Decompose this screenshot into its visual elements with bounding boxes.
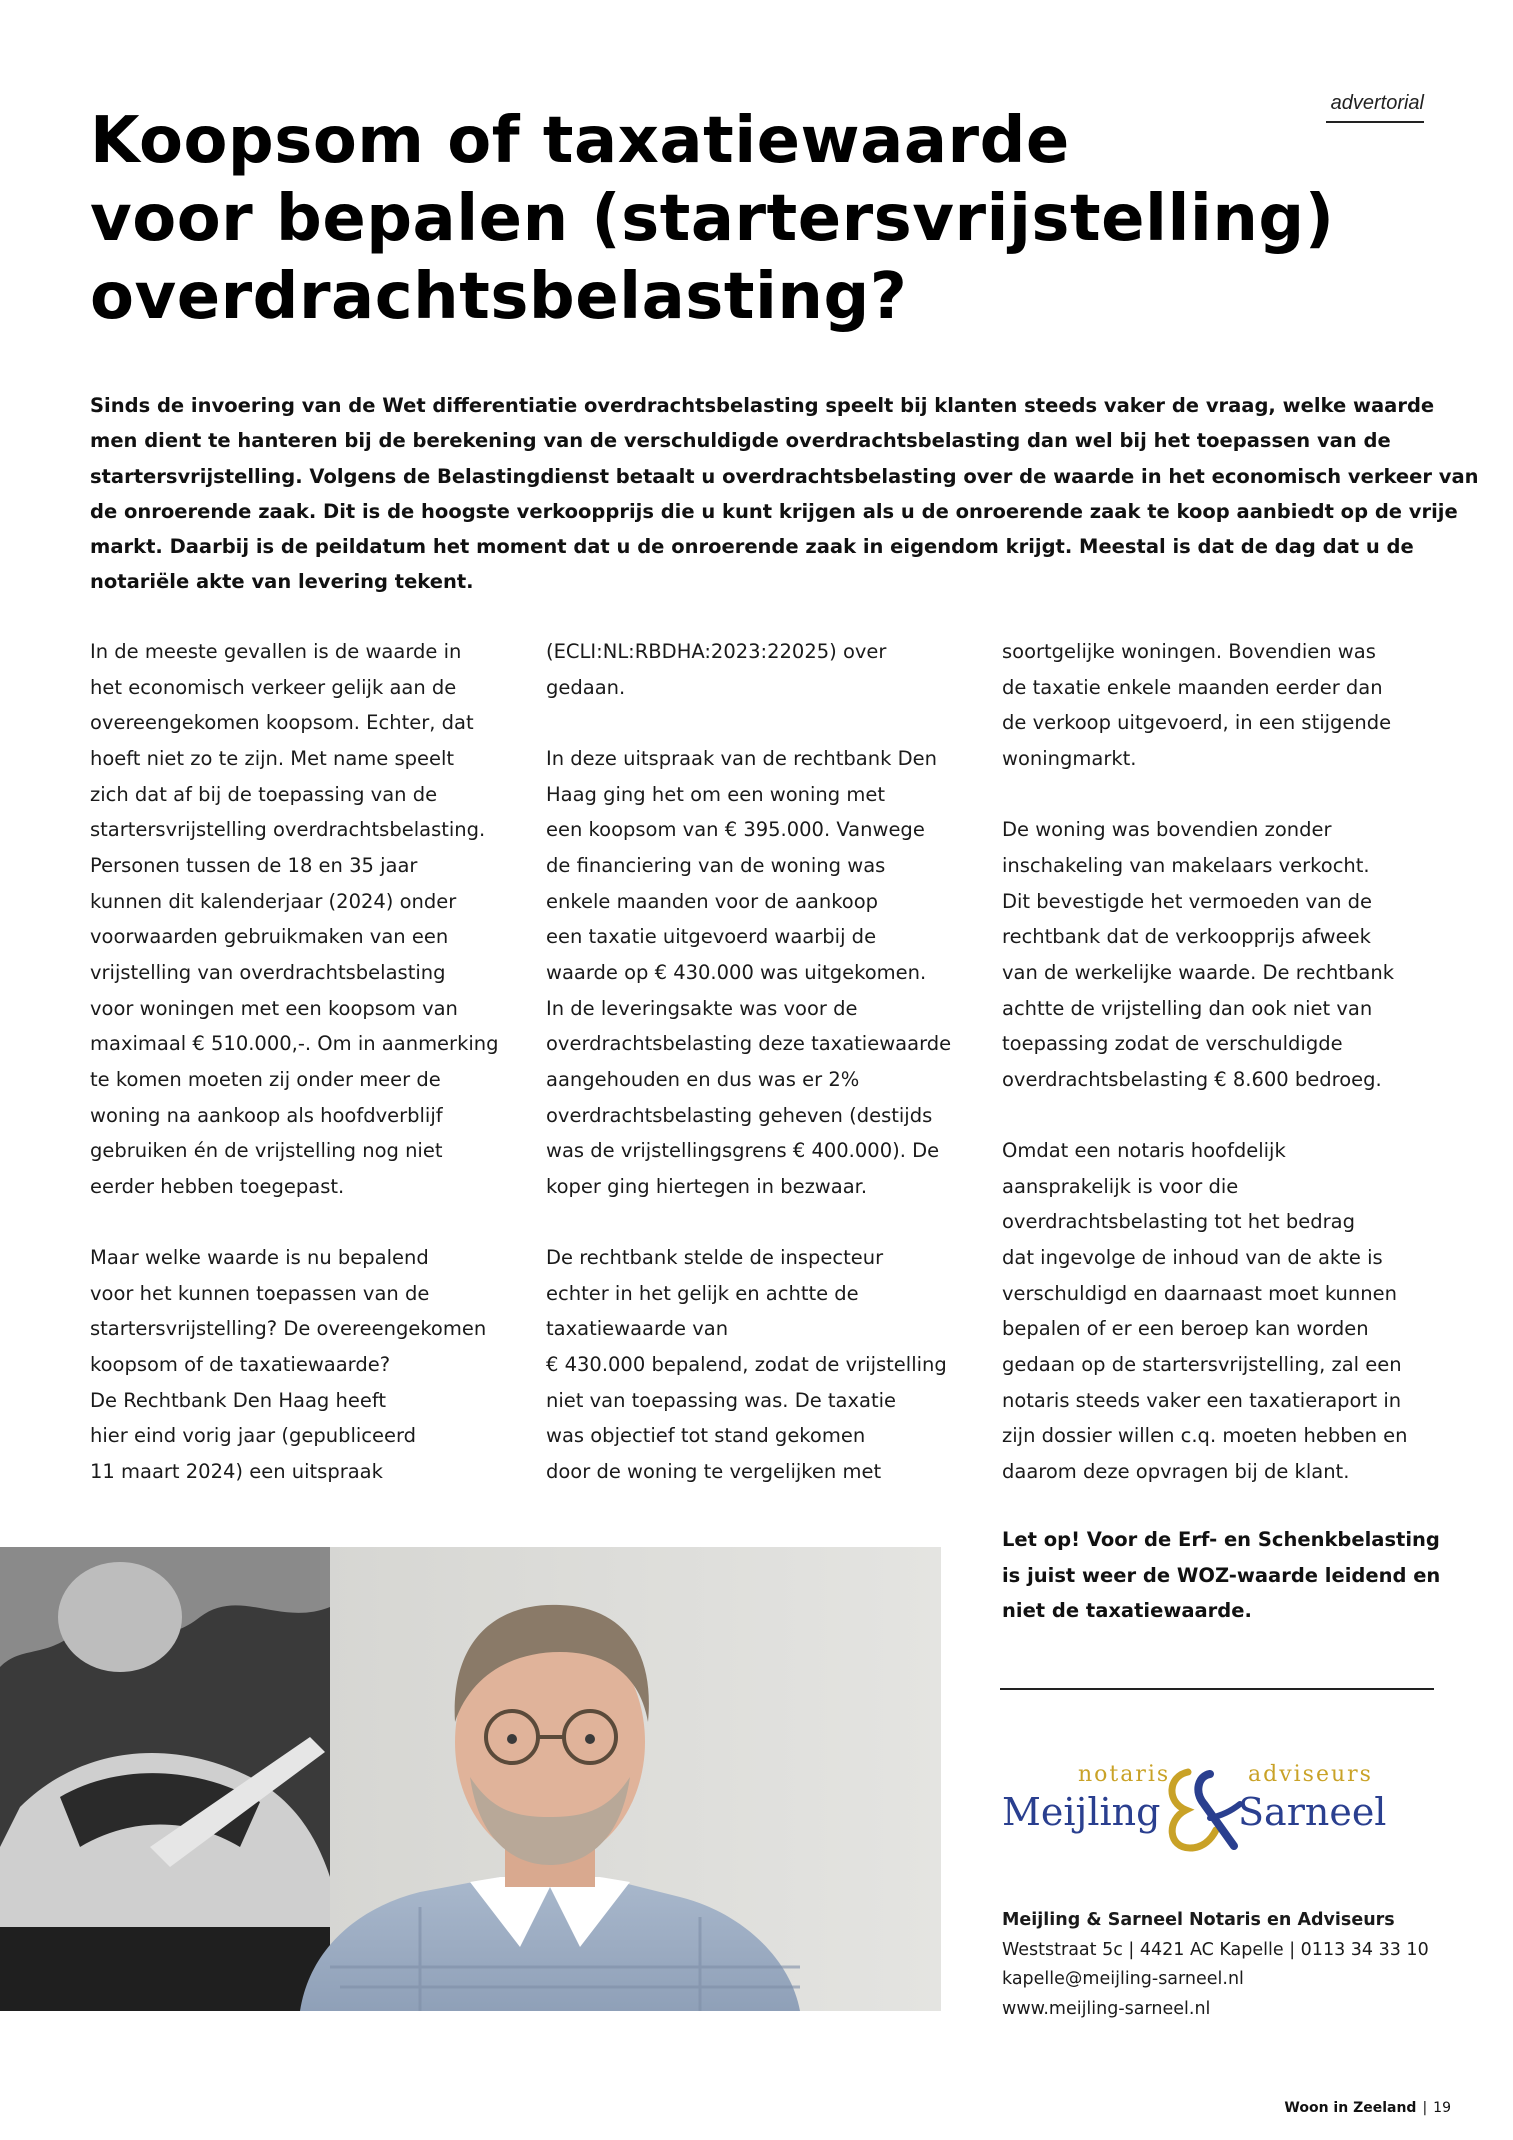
- advertorial-tag: advertorial: [1326, 92, 1424, 123]
- body-line: maximaal € 510.000,-. Om in aanmerking: [90, 1032, 499, 1056]
- body-line: De Rechtbank Den Haag heeft: [90, 1388, 387, 1412]
- body-line: enkele maanden voor de aankoop: [546, 889, 879, 913]
- body-line: Omdat een notaris hoofdelijk: [1002, 1139, 1286, 1163]
- body-line: notaris steeds vaker een taxatieraport in: [1002, 1388, 1402, 1412]
- logo-notaris: notaris: [1078, 1762, 1171, 1787]
- body-line: startersvrijstelling? De overeengekomen: [90, 1317, 487, 1341]
- headline: [90, 102, 1420, 336]
- body-line: In de meeste gevallen is de waarde in: [90, 640, 462, 663]
- body-line: soortgelijke woningen. Bovendien was: [1002, 640, 1376, 663]
- portrait-illustration: [0, 1547, 941, 2011]
- body-line: (ECLI:NL:RBDHA:2023:22025) over: [546, 640, 887, 663]
- headline-line: overdrachtsbelasting?: [90, 260, 908, 334]
- body-line: een koopsom van € 395.000. Vanwege: [546, 818, 925, 842]
- body-line: woningmarkt.: [1002, 746, 1137, 770]
- body-line: zich dat af bij de toepassing van de: [90, 782, 438, 806]
- body-line: een taxatie uitgevoerd waarbij de: [546, 925, 877, 949]
- firm-website[interactable]: www.meijling-sarneel.nl: [1002, 1998, 1211, 2019]
- body-line: te komen moeten zij onder meer de: [90, 1067, 441, 1091]
- body-line: de taxatie enkele maanden eerder dan: [1002, 675, 1383, 699]
- body-line: 11 maart 2024) een uitspraak: [90, 1460, 383, 1484]
- body-line: kunnen dit kalenderjaar (2024) onder: [90, 889, 457, 913]
- body-line: de verkoop uitgevoerd, in een stijgende: [1002, 711, 1392, 735]
- body-line: de financiering van de woning was: [546, 853, 886, 877]
- firm-address: Weststraat 5c | 4421 AC Kapelle | 0113 34 33 10: [1002, 1939, 1429, 1960]
- body-line: hier eind vorig jaar (gepubliceerd: [90, 1424, 417, 1448]
- body-line: overdrachtsbelasting tot het bedrag: [1002, 1210, 1355, 1234]
- body-line: woning na aankoop als hoofdverblijf: [90, 1103, 443, 1127]
- body-column-1: [90, 634, 520, 1490]
- body-line: Haag ging het om een woning met: [546, 782, 885, 806]
- body-line: verschuldigd en daarnaast moet kunnen: [1002, 1281, 1397, 1305]
- body-line: toepassing zodat de verschuldigde: [1002, 1032, 1343, 1056]
- body-line: het economisch verkeer gelijk aan de: [90, 675, 457, 699]
- body-line: zijn dossier willen c.q. moeten hebben en: [1002, 1424, 1408, 1448]
- portrait-photo: [0, 1547, 941, 2011]
- intro-line: notariële akte van levering tekent.: [90, 570, 474, 594]
- body-line: was de vrijstellingsgrens € 400.000). De: [546, 1139, 940, 1163]
- body-line: vrijstelling van overdrachtsbelasting: [90, 960, 446, 984]
- body-line: achtte de vrijstelling dan ook niet van: [1002, 996, 1373, 1020]
- body-line: overdrachtsbelasting € 8.600 bedroeg.: [1002, 1067, 1382, 1091]
- body-line: voor het kunnen toepassen van de: [90, 1281, 430, 1305]
- logo-meijling: Meijling: [1002, 1790, 1161, 1834]
- ampersand-icon: [1158, 1764, 1246, 1854]
- body-line: hoeft niet zo te zijn. Met name speelt: [90, 746, 455, 770]
- note-line: is juist weer de WOZ-waarde leidend en: [1002, 1563, 1441, 1587]
- footer-separator: |: [1422, 2100, 1428, 2116]
- body-line: voorwaarden gebruikmaken van een: [90, 925, 449, 949]
- body-line: gedaan.: [546, 675, 626, 699]
- body-line: inschakeling van makelaars verkocht.: [1002, 853, 1370, 877]
- intro-line: men dient te hanteren bij de berekening van de verschuldigde overdrachtsbelasting dan wel bij het toepassen van de: [90, 429, 1391, 453]
- body-line: daarom deze opvragen bij de klant.: [1002, 1460, 1350, 1484]
- body-line: echter in het gelijk en achtte de: [546, 1281, 859, 1305]
- body-line: dat ingevolge de inhoud van de akte is: [1002, 1246, 1383, 1270]
- magazine-name: Woon in Zeeland: [1284, 2100, 1417, 2116]
- body-line: eerder hebben toegepast.: [90, 1174, 345, 1198]
- body-line: Dit bevestigde het vermoeden van de: [1002, 889, 1373, 913]
- note-line: Let op! Voor de Erf- en Schenkbelasting: [1002, 1528, 1440, 1551]
- body-line: overdrachtsbelasting geheven (destijds: [546, 1103, 933, 1127]
- body-line: taxatiewaarde van: [546, 1317, 729, 1341]
- paragraph-gap: [90, 1205, 520, 1241]
- body-line: In deze uitspraak van de rechtbank Den: [546, 746, 937, 770]
- body-line: startersvrijstelling overdrachtsbelasting.: [90, 818, 486, 842]
- body-line: aansprakelijk is voor die: [1002, 1174, 1239, 1198]
- body-line: van de werkelijke waarde. De rechtbank: [1002, 960, 1395, 984]
- paragraph-gap: [1002, 777, 1432, 813]
- body-line: In de leveringsakte was voor de: [546, 996, 858, 1020]
- paragraph-gap: [1002, 1098, 1432, 1134]
- body-line: overeengekomen koopsom. Echter, dat: [90, 711, 474, 735]
- firm-name: Meijling & Sarneel Notaris en Adviseurs: [1002, 1910, 1395, 1930]
- body-line: voor woningen met een koopsom van: [90, 996, 458, 1020]
- body-line: door de woning te vergelijken met: [546, 1460, 882, 1484]
- body-line: koopsom of de taxatiewaarde?: [90, 1353, 391, 1377]
- body-column-2: [546, 634, 976, 1490]
- body-line: overdrachtsbelasting deze taxatiewaarde: [546, 1032, 952, 1056]
- contact-block: [1002, 1906, 1442, 2024]
- intro-line: markt. Daarbij is de peildatum het moment dat u de onroerende zaak in eigendom krijgt. Meestal is dat de dag dat u de: [90, 535, 1414, 559]
- body-line: De woning was bovendien zonder: [1002, 818, 1332, 842]
- note-paragraph: [1002, 1522, 1441, 1629]
- intro-paragraph: [90, 388, 1479, 600]
- intro-line: startersvrijstelling. Volgens de Belastingdienst betaalt u overdrachtsbelasting over de waarde in het economisch verkeer van: [90, 464, 1479, 488]
- headline-line: voor bepalen (startersvrijstelling): [90, 182, 1335, 256]
- body-line: rechtbank dat de verkoopprijs afweek: [1002, 925, 1371, 949]
- body-line: waarde op € 430.000 was uitgekomen.: [546, 960, 927, 984]
- body-line: Maar welke waarde is nu bepalend: [90, 1246, 429, 1270]
- company-logo: [1000, 1762, 1400, 1862]
- firm-email[interactable]: kapelle@meijling-sarneel.nl: [1002, 1969, 1244, 1989]
- body-line: aangehouden en dus was er 2%: [546, 1067, 860, 1091]
- intro-line: Sinds de invoering van de Wet differentiatie overdrachtsbelasting speelt bij klanten steeds vaker de vraag, welke waarde: [90, 394, 1435, 417]
- body-line: koper ging hiertegen in bezwaar.: [546, 1174, 868, 1198]
- divider: [1000, 1688, 1434, 1690]
- logo-adviseurs: adviseurs: [1248, 1762, 1373, 1787]
- body-line: was objectief tot stand gekomen: [546, 1424, 866, 1448]
- page-number: 19: [1433, 2100, 1451, 2116]
- body-line: gebruiken én de vrijstelling nog niet: [90, 1139, 443, 1163]
- paragraph-gap: [546, 1204, 976, 1240]
- page-footer: [1284, 2100, 1451, 2116]
- paragraph-gap: [546, 705, 976, 741]
- body-line: Personen tussen de 18 en 35 jaar: [90, 853, 418, 877]
- intro-line: de onroerende zaak. Dit is de hoogste verkoopprijs die u kunt krijgen als u de onroerende zaak te koop aanbiedt op de vrije: [90, 499, 1458, 523]
- note-line: niet de taxatiewaarde.: [1002, 1599, 1252, 1622]
- logo-sarneel: Sarneel: [1238, 1790, 1387, 1834]
- body-line: bepalen of er een beroep kan worden: [1002, 1317, 1369, 1341]
- body-line: gedaan op de startersvrijstelling, zal een: [1002, 1353, 1402, 1377]
- body-line: De rechtbank stelde de inspecteur: [546, 1246, 884, 1270]
- body-line: niet van toepassing was. De taxatie: [546, 1388, 897, 1412]
- headline-line: Koopsom of taxatiewaarde: [90, 104, 1070, 178]
- body-column-3: [1002, 634, 1432, 1490]
- body-line: € 430.000 bepalend, zodat de vrijstelling: [546, 1353, 947, 1377]
